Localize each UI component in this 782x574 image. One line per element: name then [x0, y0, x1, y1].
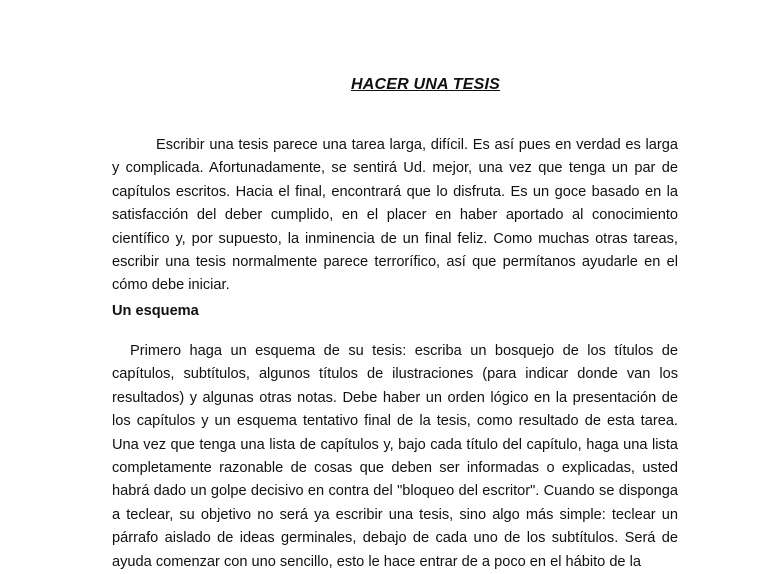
intro-paragraph: Escribir una tesis parece una tarea larga, difícil. Es así pues en verdad es larga y complicada. Afortunadamente, se sentirá Ud. mejor, una vez que tenga un par de capítulos escritos. Hacia el final, encontrará que lo disfruta. Es un goce basado en la satisfacción del deber cumplido, en el placer en haber aportado al conocimiento científico y, por supuesto, la inminencia de un final feliz. Como muchas otras tareas, escribir una tesis normalmente parece terrorífico, así que permítanos ayudarle en el cómo debe iniciar. — [112, 137, 678, 294]
section-heading: Un esquema — [112, 303, 199, 319]
section-paragraph: Primero haga un esquema de su tesis: escriba un bosquejo de los títulos de capítulos, subtítulos, algunos títulos de ilustraciones (para indicar donde van los resultados) y algunas otras notas. Debe haber un orden lógico en la presentación de los capítulos y un esquema tentativo final de la tesis, como resultado de esta tarea. Una vez que tenga una lista de capítulos y, bajo cada título del capítulo, haga una lista completamente razonable de cosas que deben ser informadas o explicadas, usted habrá dado un golpe decisivo en contra del "bloqueo del escritor". Cuando se disponga a teclear, su objetivo no será ya escribir una tesis, sino algo más simple: teclear un párrafo aislado de ideas germinales, debajo de cada uno de los subtítulos. Será de ayuda comenzar con uno sencillo, esto le hace entrar de a poco en el hábito de la — [112, 343, 678, 570]
document-title: HACER UNA TESIS — [350, 76, 501, 93]
